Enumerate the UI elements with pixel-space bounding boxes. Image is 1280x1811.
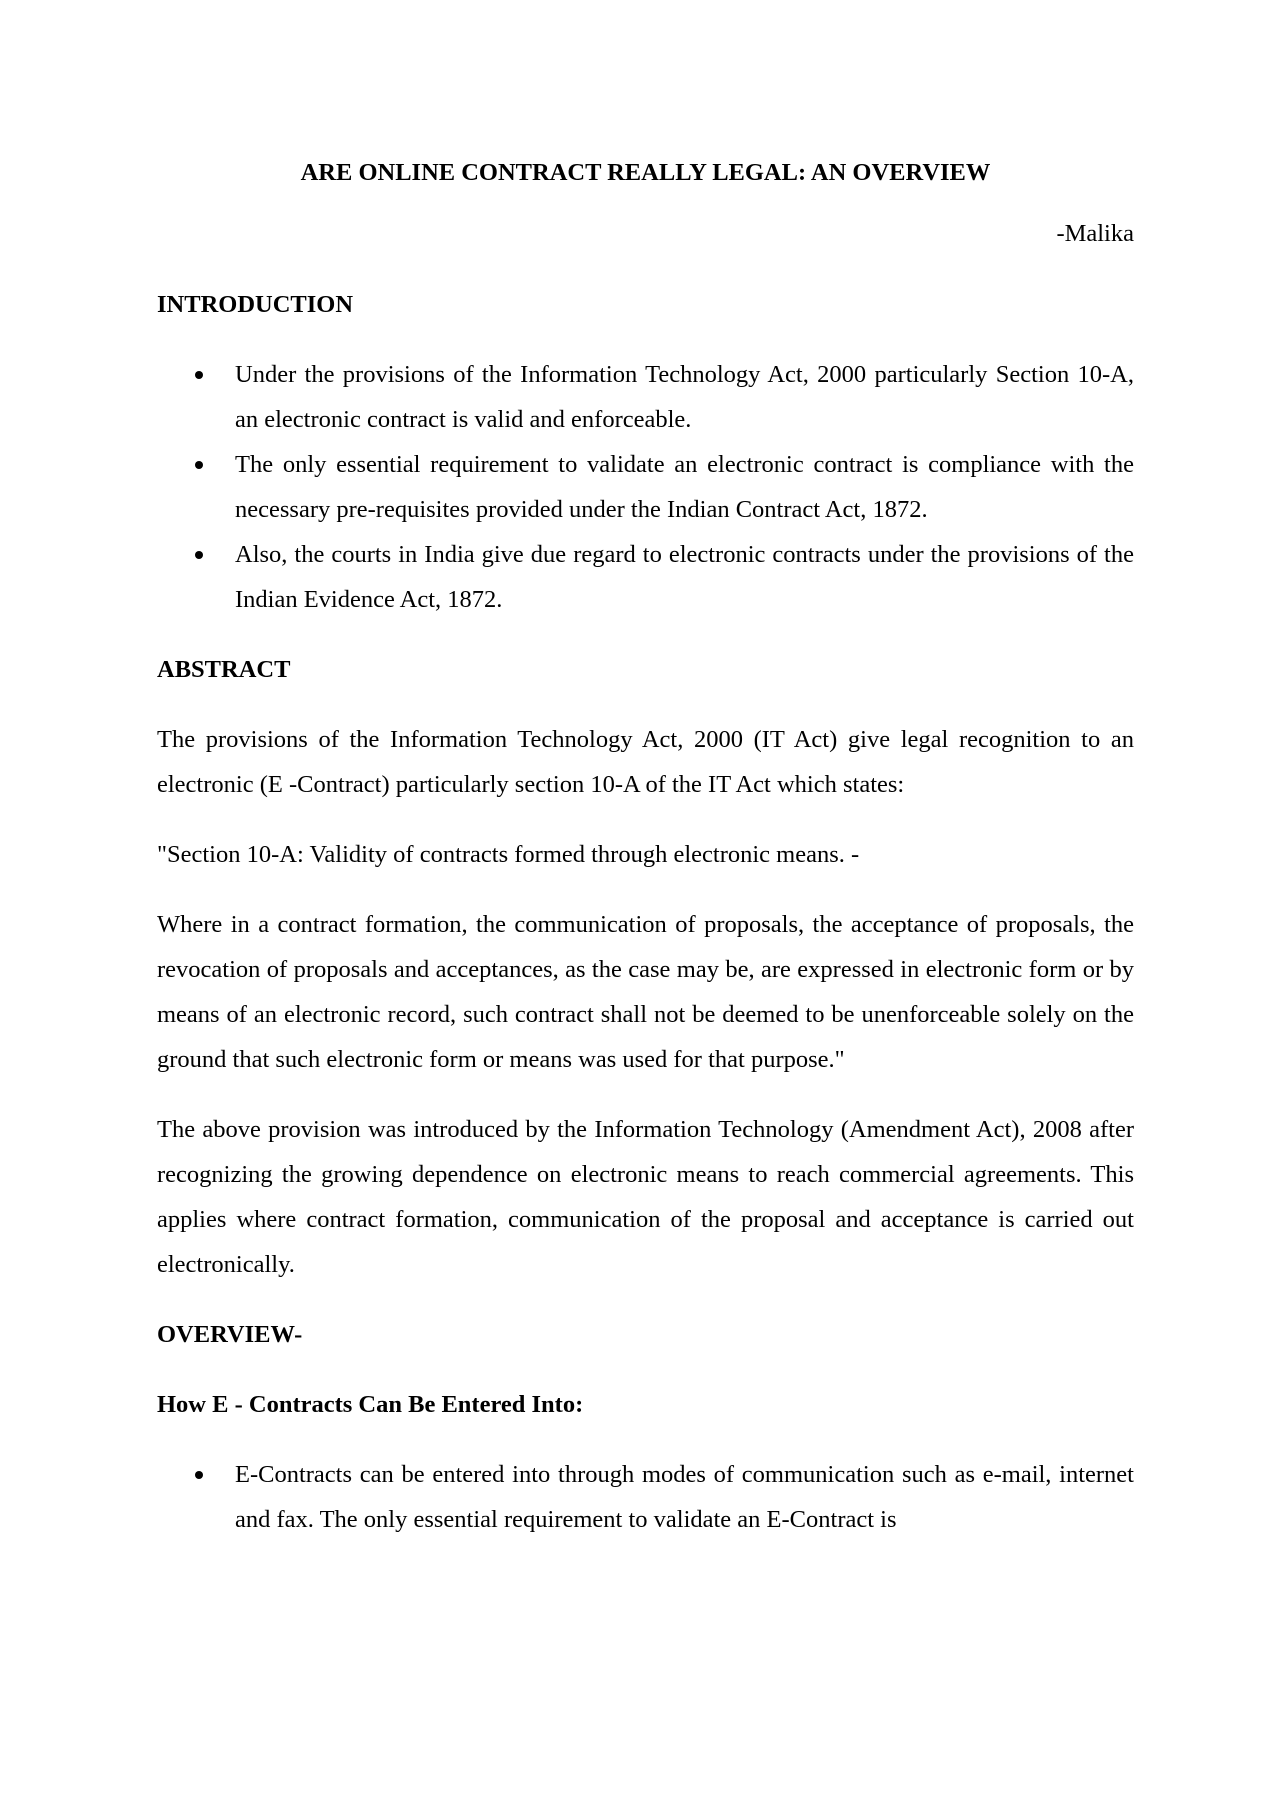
bullet-icon <box>195 1471 203 1479</box>
overview-subheading: How E - Contracts Can Be Entered Into: <box>157 1391 584 1418</box>
introduction-heading: INTRODUCTION <box>157 291 354 318</box>
abstract-paragraph: "Section 10-A: Validity of contracts formed through electronic means. - <box>157 841 860 868</box>
overview-heading: OVERVIEW- <box>157 1321 303 1348</box>
abstract-paragraph: The provisions of the Information Technology Act, 2000 (IT Act) give legal recognition to an electronic (E -Contract) particularly section 10-A of the IT Act which states: <box>157 726 1134 798</box>
bullet-text: Also, the courts in India give due regard to electronic contracts under the provisions of the Indian Evidence Act, 1872. <box>235 541 1134 613</box>
document-page <box>157 150 1134 1567</box>
bullet-icon <box>195 551 203 559</box>
author-line: -Malika <box>1056 220 1134 247</box>
bullet-text: E-Contracts can be entered into through modes of communication such as e-mail, internet and fax. The only essential requirement to validate an E-Contract is <box>235 1461 1134 1533</box>
bullet-text: The only essential requirement to validate an electronic contract is compliance with the necessary pre-requisites provided under the Indian Contract Act, 1872. <box>235 451 1134 523</box>
abstract-heading: ABSTRACT <box>157 656 291 683</box>
abstract-paragraph: Where in a contract formation, the communication of proposals, the acceptance of proposals, the revocation of proposals and acceptances, as the case may be, are expressed in electronic form or by means of an electronic record, such contract shall not be deemed to be unenforceable solely on the ground that such electronic form or means was used for that purpose." <box>157 911 1134 1073</box>
document-title: ARE ONLINE CONTRACT REALLY LEGAL: AN OVERVIEW <box>300 159 991 186</box>
list-item <box>157 1452 1134 1542</box>
overview-bullet-list <box>157 1452 1134 1542</box>
introduction-bullet-list <box>157 352 1134 622</box>
bullet-text: Under the provisions of the Information Technology Act, 2000 particularly Section 10-A, an electronic contract is valid and enforceable. <box>235 361 1134 433</box>
bullet-icon <box>195 461 203 469</box>
bullet-icon <box>195 371 203 379</box>
list-item <box>157 442 1134 532</box>
list-item <box>157 532 1134 622</box>
list-item <box>157 352 1134 442</box>
abstract-paragraph: The above provision was introduced by the Information Technology (Amendment Act), 2008 after recognizing the growing dependence on electronic means to reach commercial agreements. This applies where contract formation, communication of the proposal and acceptance is carried out electronically. <box>157 1116 1134 1278</box>
